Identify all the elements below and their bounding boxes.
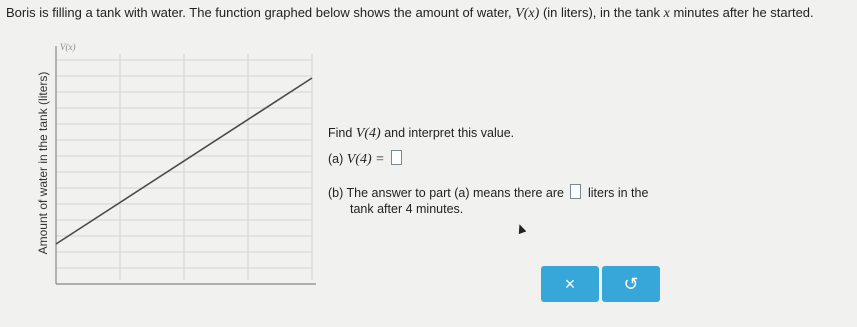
close-icon: × <box>564 273 576 294</box>
problem-middle: (in liters), in the tank <box>542 5 660 20</box>
part-a-label: (a) <box>328 152 344 166</box>
grid-lines <box>56 54 312 280</box>
undo-button[interactable] <box>602 266 660 302</box>
mouse-pointer-icon <box>516 223 527 234</box>
prompt-pre: Find <box>328 126 353 140</box>
y-axis-var-label: V(x) <box>60 42 76 52</box>
part-a <box>328 150 405 168</box>
problem-end: minutes after he started. <box>673 5 814 20</box>
part-a-answer-input[interactable] <box>391 150 402 165</box>
prompt-function: V(4) <box>355 126 381 141</box>
variable-symbol: x <box>663 6 670 21</box>
part-b-text-2: liters in the <box>587 186 649 200</box>
undo-icon: ↺ <box>623 273 639 294</box>
part-b-line-2 <box>350 202 463 216</box>
part-b-text-3: tank after 4 minutes. <box>350 202 464 216</box>
prompt-post: and interpret this value. <box>384 126 515 140</box>
y-axis-title: Amount of water in the tank (liters) <box>36 71 50 255</box>
problem-statement <box>6 4 852 23</box>
part-b-answer-input[interactable] <box>570 184 581 199</box>
function-symbol: V(x) <box>515 6 540 21</box>
question-prompt <box>328 126 514 142</box>
part-b-label: (b) <box>328 186 344 200</box>
part-b-text-1: The answer to part (a) means there are <box>346 186 564 200</box>
problem-intro: Boris is filling a tank with water. The function graphed below shows the amount of water, <box>6 5 512 20</box>
clear-button[interactable] <box>541 266 599 302</box>
part-b-line-1 <box>328 184 648 200</box>
part-a-expression: V(4) = <box>346 152 385 167</box>
